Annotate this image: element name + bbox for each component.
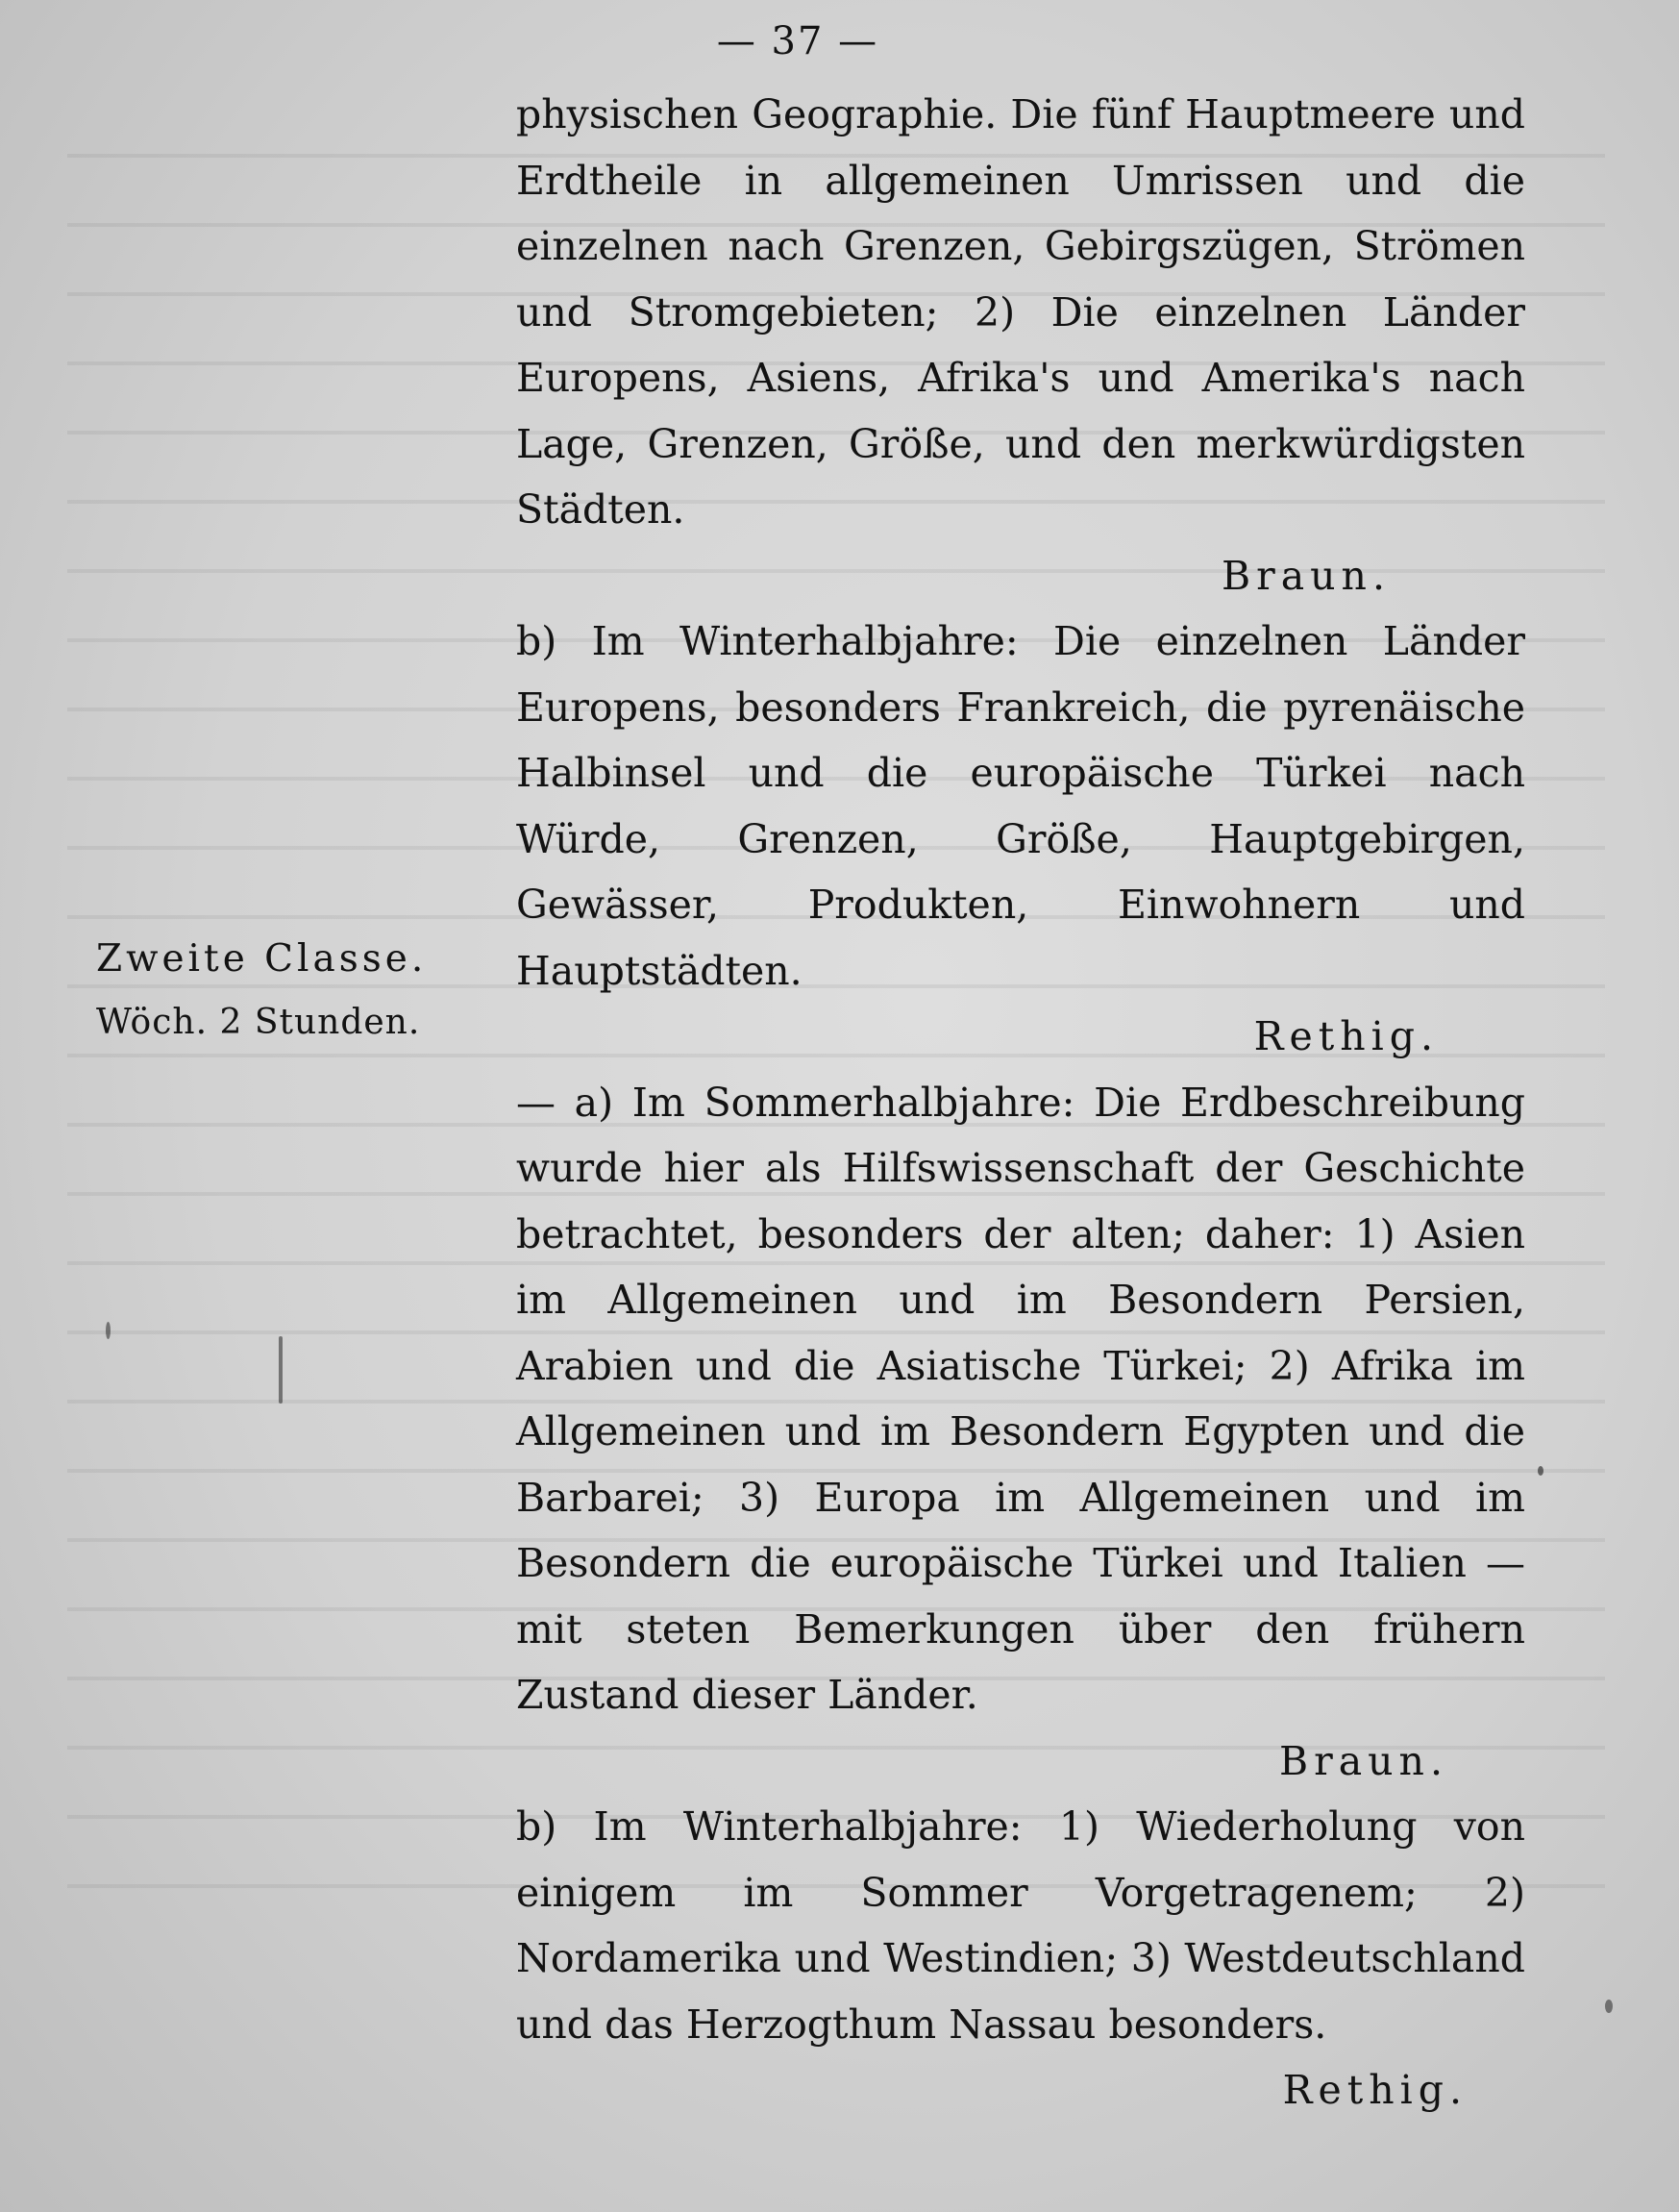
paragraph-1: physischen Geographie. Die fünf Hauptmeere und Erdtheile in allgemeinen Umrissen und die einzelnen nach Grenzen, Gebirgszügen, Strömen und Stromgebieten; 2) Die einzelnen Länder Europens, Asiens, Afrika's und Amerika's nach Lage, Grenzen, Größe, und den merkwürdigsten Städten. [516, 91, 1525, 533]
ink-speck [106, 1322, 111, 1339]
body-text [516, 82, 1525, 2124]
page-number-header: — 37 — [716, 19, 879, 63]
signature-braun-1: Braun. [1221, 552, 1391, 599]
hours-label: Wöch. 2 Stunden. [96, 1003, 421, 1042]
paragraph-4: b) Im Winterhalbjahre: 1) Wiederholung von einigem im Sommer Vorgetragenem; 2) Nordamerika und Westindien; 3) Westdeutschland und das Herzogthum Nassau besonders. [516, 1803, 1525, 2048]
paragraph-3: — a) Im Sommerhalbjahre: Die Erdbeschreibung wurde hier als Hilfswissenschaft der Geschichte betrachtet, besonders der alten; daher: 1) Asien im Allgemeinen und im Besondern Persien, Arabien und die Asiatische Türkei; 2) Afrika im Allgemeinen und im Besondern Egypten und die Barbarei; 3) Europa im Allgemeinen und im Besondern die europäische Türkei und Italien — mit steten Bemerkungen über den frühern Zustand dieser Länder. [516, 1079, 1525, 1718]
paragraph-2: b) Im Winterhalbjahre: Die einzelnen Länder Europens, besonders Frankreich, die pyrenäische Halbinsel und die europäische Türkei nach Würde, Grenzen, Größe, Hauptgebirgen, Gewässer, Produkten, Einwohnern und Hauptstädten. [516, 618, 1525, 994]
ink-speck [279, 1336, 283, 1404]
signature-rethig-1: Rethig. [1253, 1013, 1439, 1059]
signature-braun-2: Braun. [1278, 1737, 1448, 1784]
class-label: Zweite Classe. [96, 937, 428, 981]
ink-speck [1605, 2000, 1613, 2013]
signature-rethig-2: Rethig. [1282, 2067, 1468, 2113]
ink-speck [1538, 1466, 1543, 1476]
